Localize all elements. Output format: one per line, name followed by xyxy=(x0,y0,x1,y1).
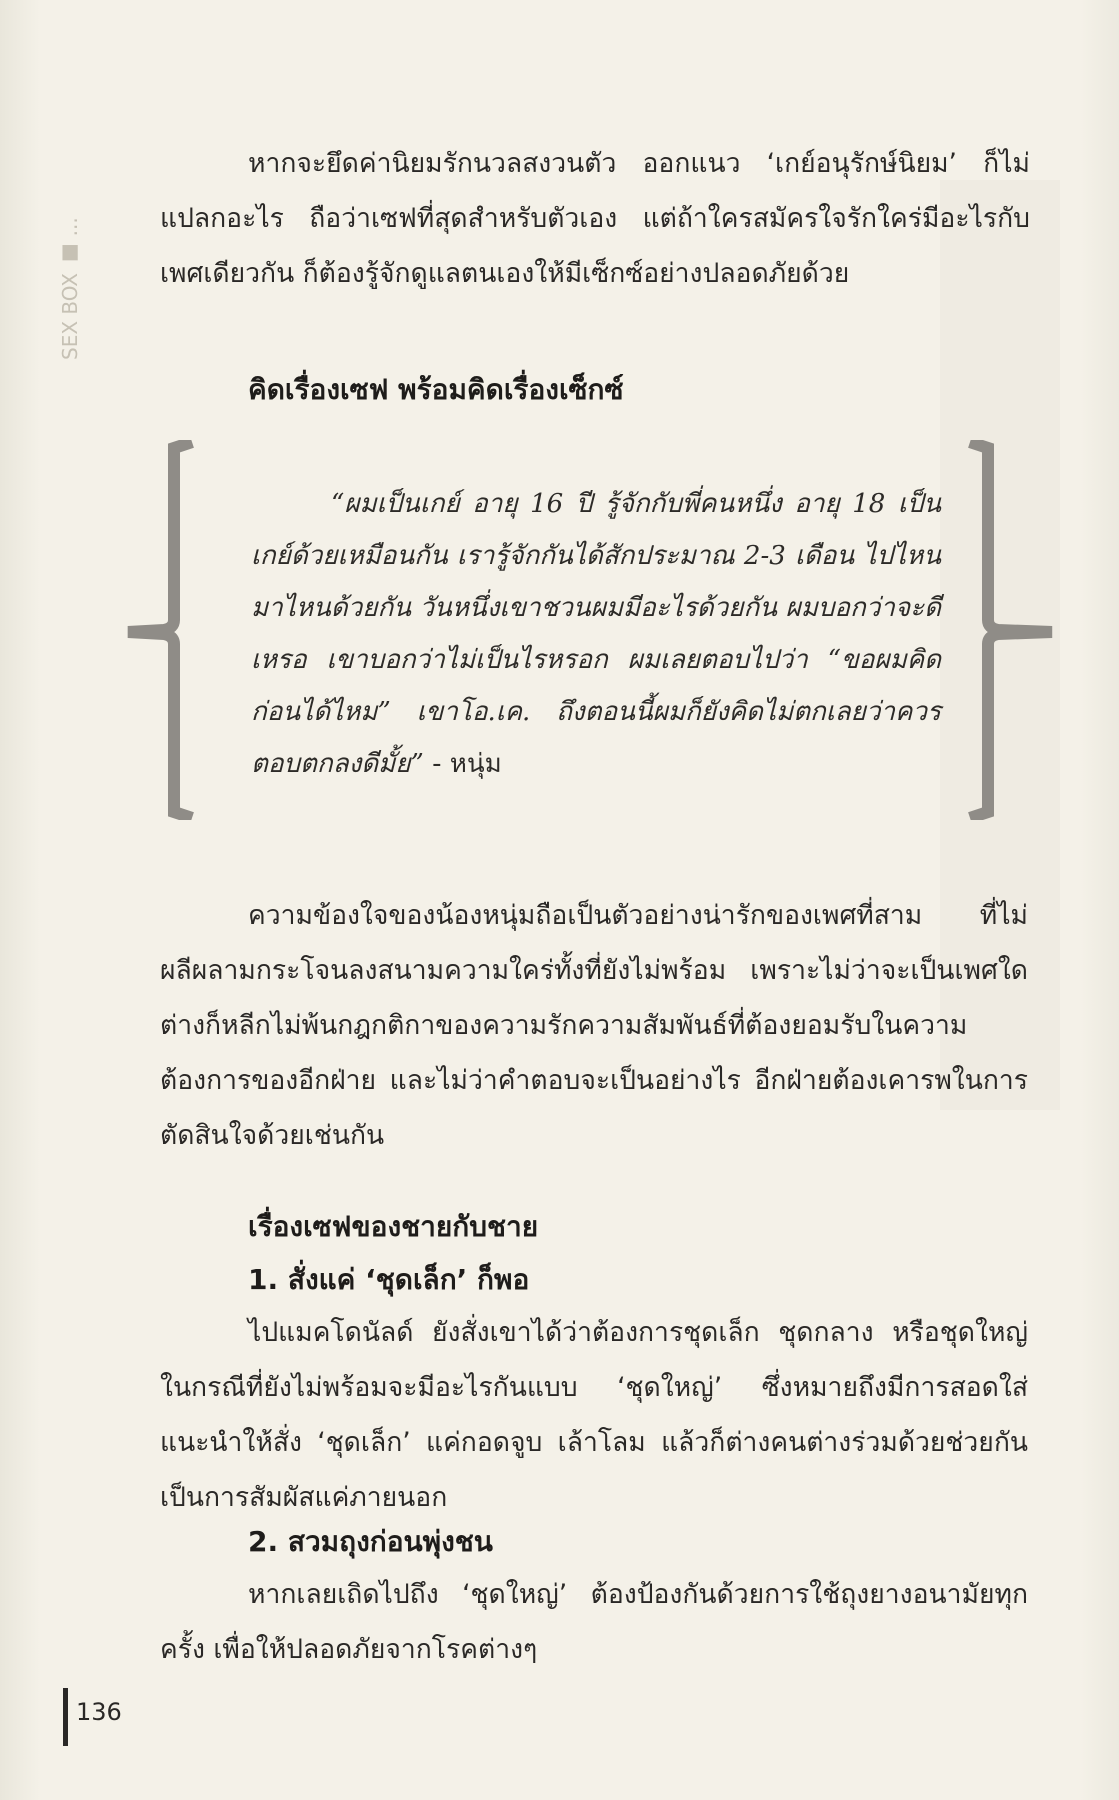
tip-2-title: 2. สวมถุงก่อนพุ่งชน xyxy=(248,1525,493,1558)
quote-text: “ผมเป็นเกย์ อายุ 16 ปี รู้จักกับพี่คนหนึ่ง อายุ 18 เป็นเกย์ด้วยเหมือนกัน เรารู้จักกันได้สักประมาณ 2-3 เดือน ไปไหนมาไหนด้วยกัน วันหนึ่งเขาชวนผมมีอะไรด้วยกัน ผมบอกว่าจะดีเหรอ เขาบอกว่าไม่เป็นไรหรอก ผมเลยตอบไปว่า “ขอผมคิดก่อนได้ไหม” เขาโอ.เค. ถึงตอนนี้ผมก็ยังคิดไม่ตกเลยว่าควรตอบตกลงดีมั้ย” xyxy=(251,489,941,779)
middle-paragraph xyxy=(160,888,1028,1163)
tip-1-paragraph xyxy=(160,1305,1028,1525)
testimonial-quote xyxy=(251,478,941,790)
section-heading-think-safe: คิดเรื่องเซฟ พร้อมคิดเรื่องเซ็กซ์ xyxy=(248,373,624,406)
middle-text: ความข้องใจของน้องหนุ่มถือเป็นตัวอย่างน่ารักของเพศที่สาม ที่ไม่ผลีผลามกระโจนลงสนามความใคร่ทั้งที่ยังไม่พร้อม เพราะไม่ว่าจะเป็นเพศใดต่างก็หลีกไม่พ้นกฎกติกาของความรักความสัมพันธ์ที่ต้องยอมรับในความต้องการของอีกฝ่าย และไม่ว่าคำตอบจะเป็นอย่างไร อีกฝ่ายต้องเคารพในการตัดสินใจด้วยเช่นกัน xyxy=(160,900,1028,1151)
intro-text: หากจะยึดค่านิยมรักนวลสงวนตัว ออกแนว ‘เกย์อนุรักษ์นิยม’ ก็ไม่แปลกอะไร ถือว่าเซฟที่สุดสำหรับตัวเอง แต่ถ้าใครสมัครใจรักใคร่มีอะไรกับเพศเดียวกัน ก็ต้องรู้จักดูแลตนเองให้มีเซ็กซ์อย่างปลอดภัยด้วย xyxy=(160,148,1030,289)
page-number-bar xyxy=(63,1688,68,1746)
quote-attribution: - หนุ่ม xyxy=(423,749,502,779)
intro-paragraph xyxy=(160,136,1030,301)
running-header: SEX BOX ■ ... xyxy=(58,217,82,360)
tip-1-title: 1. สั่งแค่ ‘ชุดเล็ก’ ก็พอ xyxy=(248,1263,530,1296)
page-number: 136 xyxy=(76,1698,122,1726)
section-heading-male-safety: เรื่องเซฟของชายกับชาย xyxy=(248,1210,539,1243)
left-brace-icon xyxy=(118,440,198,820)
tip-2-text: หากเลยเถิดไปถึง ‘ชุดใหญ่’ ต้องป้องกันด้วยการใช้ถุงยางอนามัยทุกครั้ง เพื่อให้ปลอดภัยจากโรคต่างๆ xyxy=(160,1579,1028,1665)
tip-2-paragraph xyxy=(160,1567,1028,1677)
tip-1-text: ไปแมคโดนัลด์ ยังสั่งเขาได้ว่าต้องการชุดเล็ก ชุดกลาง หรือชุดใหญ่ ในกรณีที่ยังไม่พร้อมจะมีอะไรกันแบบ ‘ชุดใหญ่’ ซึ่งหมายถึงมีการสอดใส่ แนะนำให้สั่ง ‘ชุดเล็ก’ แค่กอดจูบ เล้าโลม แล้วก็ต่างคนต่างร่วมด้วยช่วยกันเป็นการสัมผัสแค่ภายนอก xyxy=(160,1317,1028,1513)
right-brace-icon xyxy=(960,440,1060,820)
